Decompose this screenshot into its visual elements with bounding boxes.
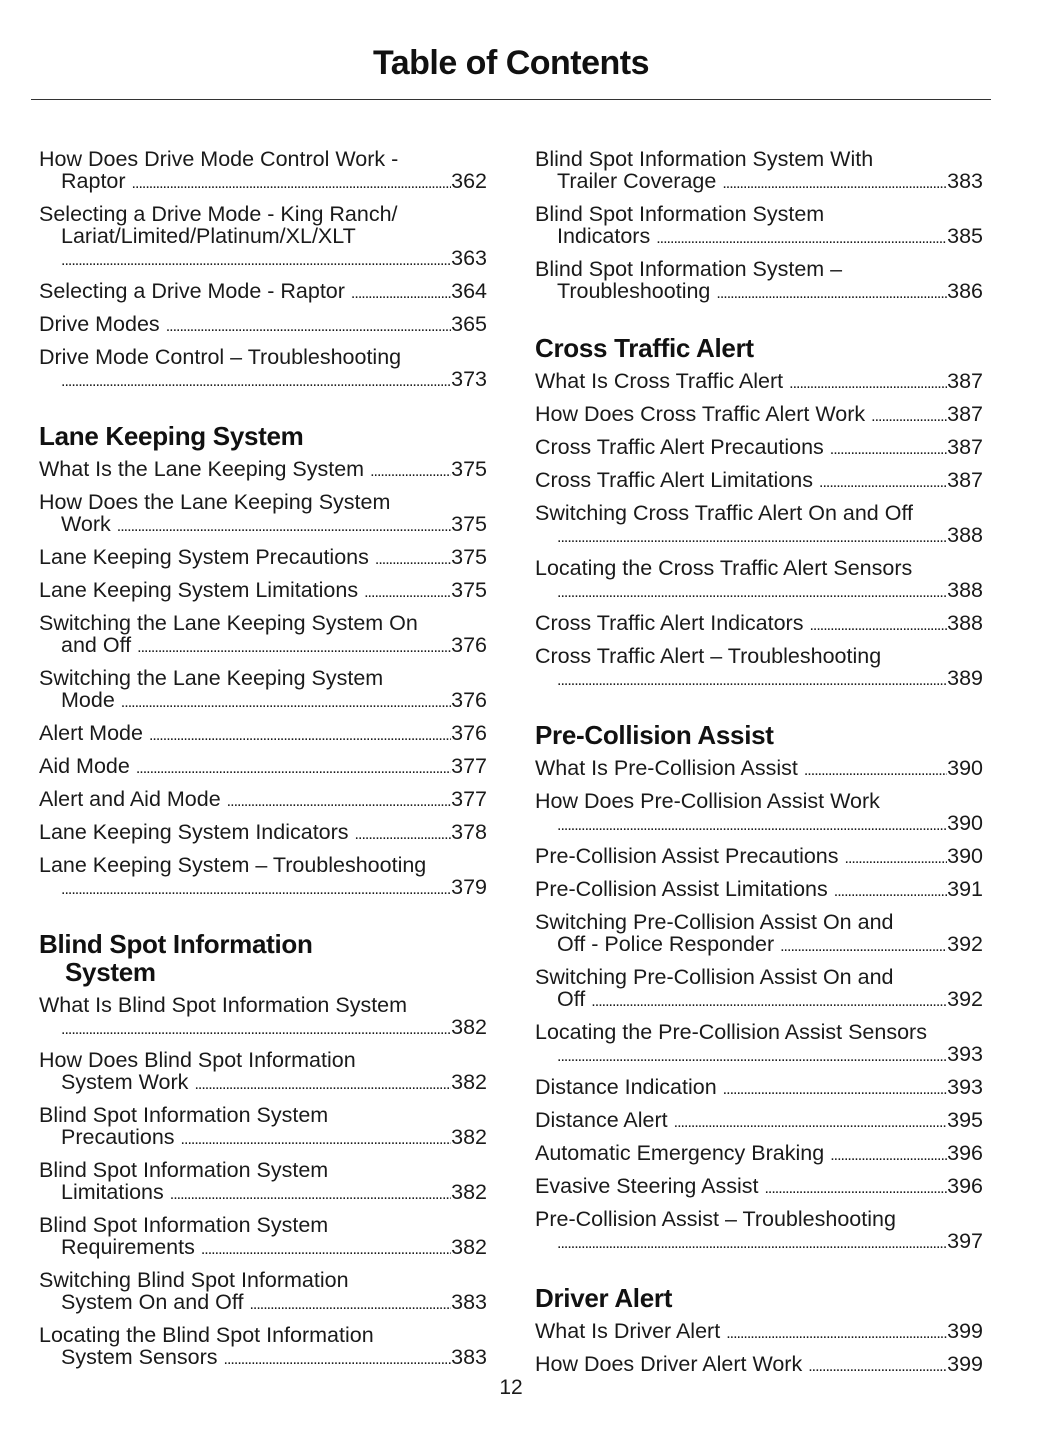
toc-entry-text: Cross Traffic Alert Precautions [535,435,824,459]
toc-entry-last-line [39,546,487,571]
dot-leader [726,1323,947,1345]
dot-leader [557,582,947,604]
toc-entry[interactable] [39,788,487,813]
toc-entry[interactable] [535,203,983,250]
toc-entry-last-line [535,170,983,195]
section-heading-line: Pre-Collision Assist [535,720,774,750]
toc-entry-last-line [535,436,983,461]
toc-entry-text: How Does Drive Mode Control Work - [39,147,399,171]
dot-leader [194,1074,451,1096]
toc-entry-last-line [39,458,487,483]
toc-entry-last-line [535,524,983,549]
title-divider [31,99,991,100]
toc-entry[interactable] [39,458,487,483]
toc-entry-text: What Is the Lane Keeping System [39,457,365,481]
toc-entry-text: Automatic Emergency Braking [535,1141,825,1165]
dot-leader [355,824,452,846]
toc-entry-text: Pre-Collision Assist Precautions [535,844,839,868]
toc-entry-text: Indicators [557,224,651,248]
dot-leader [557,1046,947,1068]
toc-entry-last-line [535,1320,983,1345]
toc-entry[interactable] [535,258,983,305]
toc-entry-text: Switching Blind Spot Information [39,1268,349,1292]
dot-leader [656,228,947,250]
dot-leader [364,582,451,604]
toc-entry[interactable] [535,502,983,549]
toc-page-number[interactable]: 399 [947,1319,983,1343]
toc-entry-text: Off [557,987,586,1011]
toc-page-number[interactable]: 364 [451,279,487,303]
toc-column-right [535,148,983,1386]
dot-leader [557,815,947,837]
toc-entry-text: Precautions [61,1125,175,1149]
toc-entry-text: How Does Cross Traffic Alert Work [535,402,866,426]
toc-entry[interactable] [535,557,983,604]
dot-leader [132,173,452,195]
toc-entry[interactable] [535,878,983,903]
dot-leader [249,1294,451,1316]
toc-column-left [39,148,487,1379]
toc-entry[interactable] [535,403,983,428]
toc-page-number[interactable]: 388 [947,523,983,547]
toc-page-number[interactable]: 392 [947,987,983,1011]
toc-entry-last-line [535,1142,983,1167]
toc-entry[interactable] [39,612,487,659]
toc-entry-text: What Is Driver Alert [535,1319,721,1343]
dot-leader [716,283,947,305]
toc-entry[interactable] [535,1320,983,1345]
toc-page-number[interactable]: 375 [451,578,487,602]
toc-entry[interactable] [535,1175,983,1200]
toc-entry-text: Pre-Collision Assist – Troubleshooting [535,1207,896,1231]
toc-entry[interactable] [535,845,983,870]
dot-leader [808,1356,947,1378]
section-heading [39,930,487,986]
toc-entry-text: Distance Indication [535,1075,717,1099]
toc-entry-last-line [39,788,487,813]
dot-leader [170,1184,451,1206]
dot-leader [370,461,451,483]
toc-page-number[interactable]: 375 [451,512,487,536]
toc-entry-text: What Is Pre-Collision Assist [535,756,798,780]
toc-page-number[interactable]: 383 [451,1345,487,1369]
toc-entry-text: Blind Spot Information System [535,202,825,226]
section-heading [535,721,983,749]
dot-leader [181,1129,452,1151]
toc-page-number[interactable]: 382 [451,1015,487,1039]
toc-entry-text: What Is Cross Traffic Alert [535,369,784,393]
toc-entry-last-line [39,1181,487,1206]
toc-entry[interactable] [39,1104,487,1151]
toc-page-number[interactable]: 388 [947,578,983,602]
toc-entry-text: Blind Spot Information System [39,1103,329,1127]
toc-entry[interactable] [39,546,487,571]
toc-entry-last-line [535,1076,983,1101]
toc-entry[interactable] [535,148,983,195]
toc-page-number[interactable]: 363 [451,246,487,270]
toc-entry-last-line [535,225,983,250]
toc-entry-text: Selecting a Drive Mode - King Ranch/ [39,202,398,226]
dot-leader [557,1233,947,1255]
toc-entry-text: Switching Cross Traffic Alert On and Off [535,501,914,525]
toc-entry[interactable] [535,436,983,461]
toc-entry[interactable] [535,1109,983,1134]
toc-entry[interactable] [39,491,487,538]
section-heading [535,1284,983,1312]
toc-page-number[interactable]: 387 [947,402,983,426]
dot-leader [557,527,947,549]
toc-page-number[interactable]: 378 [451,820,487,844]
toc-entry-text: Lane Keeping System Indicators [39,820,349,844]
toc-entry[interactable] [535,911,983,958]
toc-entry-last-line [535,1043,983,1068]
toc-entry-text: and Off [61,633,132,657]
toc-entry-text: Cross Traffic Alert – Troubleshooting [535,644,882,668]
toc-page-number[interactable]: 395 [947,1108,983,1132]
dot-leader [149,725,451,747]
toc-entry-last-line [535,757,983,782]
toc-page-number[interactable]: 390 [947,811,983,835]
toc-entry[interactable] [39,1159,487,1206]
toc-entry[interactable] [39,313,487,338]
dot-leader [591,991,947,1013]
toc-entry-text: Switching Pre-Collision Assist On and [535,965,894,989]
toc-page-number[interactable]: 389 [947,666,983,690]
toc-entry-text: Drive Modes [39,312,160,336]
dot-leader [809,615,947,637]
toc-entry-last-line [39,722,487,747]
toc-entry-last-line [39,1346,487,1371]
toc-entry-last-line [39,1126,487,1151]
toc-page-number[interactable]: 387 [947,468,983,492]
toc-page-number[interactable]: 375 [451,545,487,569]
toc-entry-last-line [39,821,487,846]
toc-entry-text: Aid Mode [39,754,130,778]
toc-entry-text: Evasive Steering Assist [535,1174,759,1198]
toc-page-number[interactable]: 391 [947,877,983,901]
toc-entry-text: System Sensors [61,1345,218,1369]
dot-leader [61,879,451,901]
toc-entry-last-line [535,403,983,428]
dot-leader [375,549,451,571]
toc-page-number[interactable]: 379 [451,875,487,899]
toc-page-number[interactable]: 373 [451,367,487,391]
toc-entry[interactable] [535,1142,983,1167]
toc-entry[interactable] [39,1049,487,1096]
dot-leader [227,791,451,813]
toc-page-number[interactable]: 392 [947,932,983,956]
toc-entry-text: Alert and Aid Mode [39,787,221,811]
toc-entry-text: Locating the Blind Spot Information [39,1323,374,1347]
toc-entry-last-line [39,689,487,714]
section-heading-line: Cross Traffic Alert [535,333,754,363]
toc-page-number[interactable]: 377 [451,754,487,778]
dot-leader [61,371,451,393]
toc-entry[interactable] [535,1208,983,1255]
dot-leader [834,881,947,903]
toc-entry[interactable] [535,1353,983,1378]
toc-entry-text: Selecting a Drive Mode - Raptor [39,279,345,303]
toc-entry[interactable] [535,1021,983,1068]
toc-entry-text: System Work [61,1070,189,1094]
toc-entry[interactable] [39,579,487,604]
toc-entry-text: Drive Mode Control – Troubleshooting [39,345,402,369]
toc-entry-last-line [39,1291,487,1316]
dot-leader [117,516,451,538]
toc-entry[interactable] [39,346,487,393]
toc-entry[interactable] [39,667,487,714]
section-heading-line: Blind Spot Information [39,929,313,959]
toc-entry-last-line [39,634,487,659]
toc-entry-text: Blind Spot Information System – [535,257,843,281]
toc-entry-last-line [39,170,487,195]
toc-entry-last-line [535,933,983,958]
toc-entry[interactable] [535,370,983,395]
toc-page-number[interactable]: 383 [947,169,983,193]
dot-leader [819,472,947,494]
toc-entry-text: What Is Blind Spot Information System [39,993,408,1017]
dot-leader [351,283,451,305]
dot-leader [674,1112,947,1134]
page-number: 12 [499,1376,523,1399]
section-heading-line: Driver Alert [535,1283,673,1313]
section-heading-line: Lane Keeping System [39,421,304,451]
toc-entry-text: Lariat/Limited/Platinum/XL/XLT [61,224,356,248]
dot-leader [166,316,451,338]
toc-page-number[interactable]: 387 [947,369,983,393]
page-title: Table of Contents [372,44,650,82]
toc-entry[interactable] [39,755,487,780]
dot-leader [137,637,451,659]
toc-page-number[interactable]: 365 [451,312,487,336]
toc-page-number[interactable]: 396 [947,1174,983,1198]
toc-page-number[interactable]: 393 [947,1042,983,1066]
toc-entry-text: Blind Spot Information System [39,1213,329,1237]
toc-entry-text: Mode [61,688,115,712]
dot-leader [804,760,947,782]
toc-entry[interactable] [39,1269,487,1316]
toc-entry[interactable] [535,612,983,637]
toc-entry-last-line [39,755,487,780]
toc-entry-text: Troubleshooting [557,279,711,303]
dot-leader [61,250,451,272]
toc-page-number[interactable]: 383 [451,1290,487,1314]
toc-page-number[interactable]: 386 [947,279,983,303]
dot-leader [61,1019,451,1041]
toc-entry[interactable] [535,966,983,1013]
toc-page-number[interactable]: 393 [947,1075,983,1099]
toc-page-number[interactable]: 396 [947,1141,983,1165]
toc-entry-text: Trailer Coverage [557,169,717,193]
toc-entry-last-line [535,878,983,903]
toc-entry-last-line [535,612,983,637]
dot-leader [201,1239,451,1261]
toc-entry-text: Alert Mode [39,721,143,745]
toc-entry-last-line [535,469,983,494]
toc-entry[interactable] [39,722,487,747]
toc-page-number[interactable]: 390 [947,844,983,868]
toc-entry[interactable] [535,790,983,837]
toc-entry-text: Locating the Cross Traffic Alert Sensors [535,556,913,580]
toc-entry-last-line [39,1016,487,1041]
toc-entry[interactable] [39,1324,487,1371]
toc-page-number[interactable]: 377 [451,787,487,811]
toc-entry-text: Distance Alert [535,1108,668,1132]
toc-entry-last-line [535,1175,983,1200]
toc-entry-text: Switching the Lane Keeping System On [39,611,418,635]
toc-page-number[interactable]: 382 [451,1125,487,1149]
dot-leader [121,692,451,714]
toc-entry-text: How Does the Lane Keeping System [39,490,391,514]
toc-entry-last-line [535,667,983,692]
toc-entry-last-line [39,876,487,901]
toc-page-number[interactable]: 382 [451,1235,487,1259]
toc-page-number[interactable]: 390 [947,756,983,780]
toc-entry-text: Blind Spot Information System With [535,147,874,171]
toc-entry-text: Off - Police Responder [557,932,775,956]
toc-entry[interactable] [535,645,983,692]
dot-leader [224,1349,452,1371]
toc-page-number[interactable]: 399 [947,1352,983,1376]
toc-entry-text: Switching Pre-Collision Assist On and [535,910,894,934]
toc-page-number[interactable]: 382 [451,1070,487,1094]
toc-entry-text: Pre-Collision Assist Limitations [535,877,828,901]
toc-entry-last-line [39,1236,487,1261]
toc-entry-text: Cross Traffic Alert Indicators [535,611,804,635]
toc-entry-last-line [535,1109,983,1134]
dot-leader [789,373,947,395]
toc-entry[interactable] [39,994,487,1041]
toc-page-number[interactable]: 387 [947,435,983,459]
dot-leader [723,1079,947,1101]
toc-entry[interactable] [39,203,487,272]
toc-entry-text: Lane Keeping System Precautions [39,545,369,569]
dot-leader [830,439,947,461]
dot-leader [780,936,947,958]
dot-leader [764,1178,947,1200]
toc-entry[interactable] [535,757,983,782]
section-heading-line: System [65,957,156,987]
toc-entry-last-line [39,247,487,272]
toc-entry-text: System On and Off [61,1290,244,1314]
toc-entry[interactable] [39,148,487,195]
dot-leader [871,406,947,428]
toc-entry[interactable] [39,821,487,846]
toc-entry-last-line [39,280,487,305]
toc-entry-text: How Does Blind Spot Information [39,1048,356,1072]
toc-entry-last-line [535,579,983,604]
toc-page-number[interactable]: 376 [451,633,487,657]
toc-entry-text: Raptor [61,169,126,193]
section-heading [535,334,983,362]
toc-entry-text: Requirements [61,1235,195,1259]
toc-page-number[interactable]: 376 [451,688,487,712]
toc-entry[interactable] [39,1214,487,1261]
dot-leader [845,848,948,870]
toc-page-number[interactable]: 388 [947,611,983,635]
toc-entry-last-line [39,368,487,393]
toc-entry-text: Blind Spot Information System [39,1158,329,1182]
toc-entry-last-line [39,579,487,604]
dot-leader [557,670,947,692]
toc-entry-last-line [535,812,983,837]
dot-leader [136,758,451,780]
toc-entry-last-line [535,370,983,395]
section-heading [39,422,487,450]
toc-page-number[interactable]: 397 [947,1229,983,1253]
toc-entry-text: Lane Keeping System – Troubleshooting [39,853,427,877]
toc-page-number[interactable]: 376 [451,721,487,745]
toc-entry-text: Cross Traffic Alert Limitations [535,468,813,492]
toc-entry[interactable] [39,280,487,305]
toc-entry[interactable] [535,469,983,494]
toc-entry-last-line [535,1230,983,1255]
toc-entry-last-line [39,513,487,538]
toc-page-number[interactable]: 382 [451,1180,487,1204]
toc-entry-last-line [535,988,983,1013]
toc-entry-text: How Does Pre-Collision Assist Work [535,789,880,813]
toc-entry-text: Lane Keeping System Limitations [39,578,359,602]
toc-entry[interactable] [535,1076,983,1101]
dot-leader [830,1145,947,1167]
toc-entry-text: Limitations [61,1180,164,1204]
toc-entry-last-line [39,1071,487,1096]
toc-entry-text: How Does Driver Alert Work [535,1352,803,1376]
toc-page-number[interactable]: 385 [947,224,983,248]
toc-entry-last-line [535,1353,983,1378]
toc-entry-last-line [39,313,487,338]
toc-entry-last-line [535,845,983,870]
toc-entry-text: Switching the Lane Keeping System [39,666,384,690]
toc-entry-text: Work [61,512,111,536]
dot-leader [722,173,947,195]
toc-entry[interactable] [39,854,487,901]
toc-entry-text: Locating the Pre-Collision Assist Sensors [535,1020,927,1044]
toc-page-number[interactable]: 375 [451,457,487,481]
toc-entry-last-line [535,280,983,305]
toc-page-number[interactable]: 362 [451,169,487,193]
